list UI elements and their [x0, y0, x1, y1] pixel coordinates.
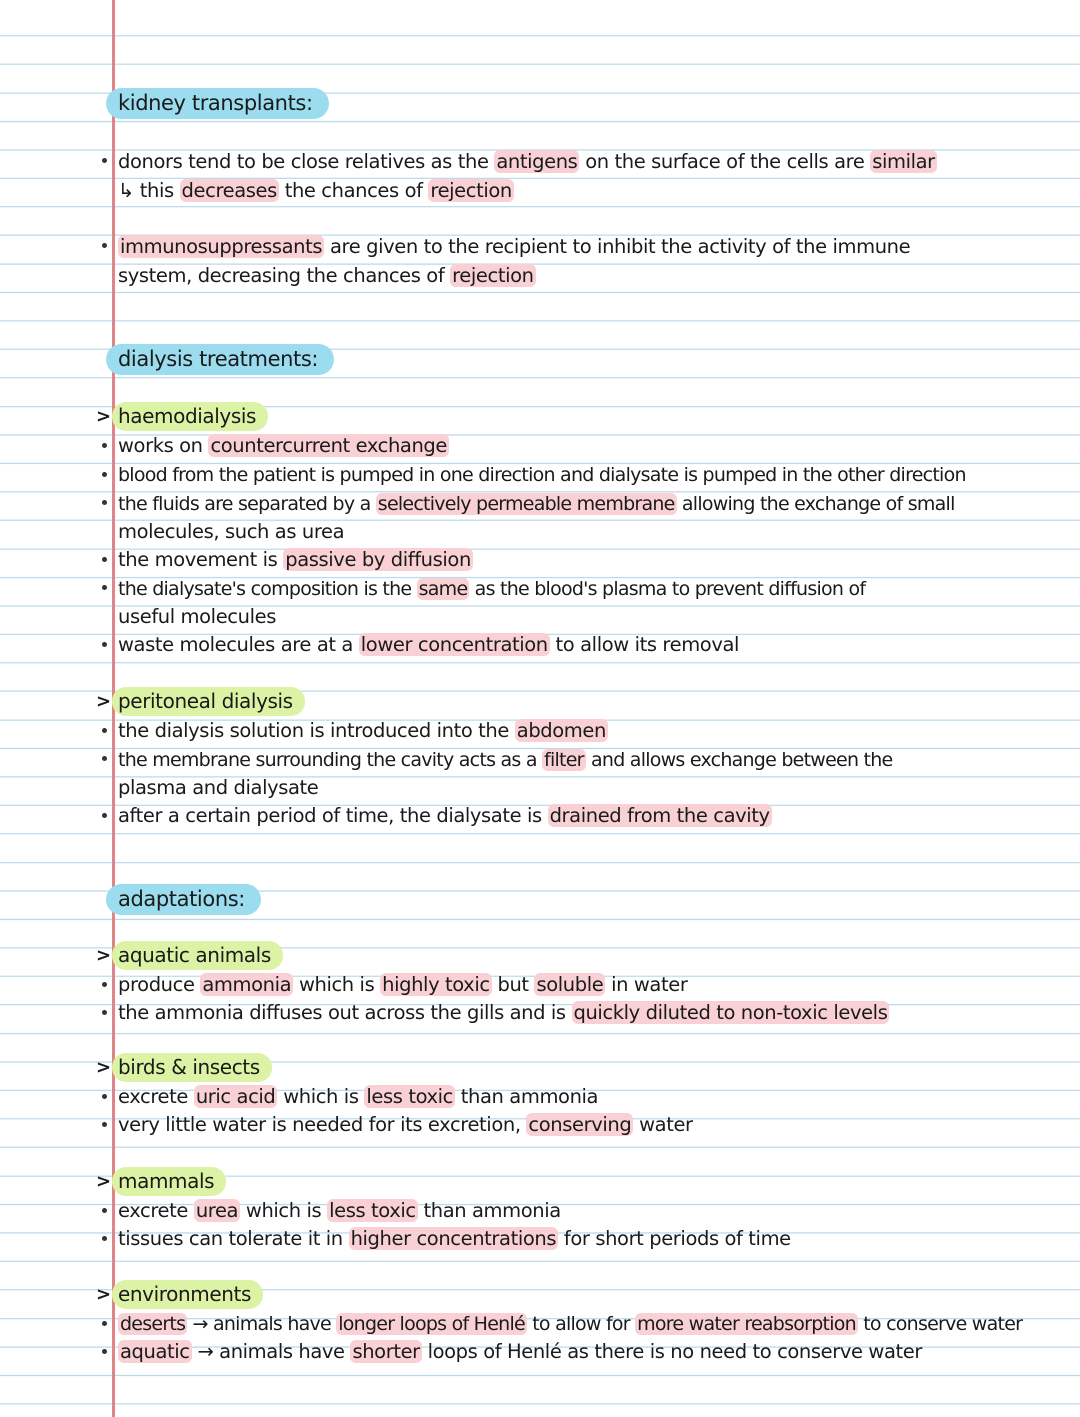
bullet [102, 585, 107, 590]
note-line-fluids: the fluids are separated by a selectively permeable membrane allowing the exchange of small [118, 493, 955, 515]
chevron-right-icon: > [96, 1284, 112, 1305]
note-line-composition-2: useful molecules [118, 605, 276, 628]
chevron-right-icon: > [96, 406, 112, 427]
bullet [102, 158, 107, 163]
note-line-aquatic-env: aquatic → animals have shorter loops of Henlé as there is no need to conserve water [120, 1340, 922, 1363]
note-line-urea: excrete urea which is less toxic than ammonia [118, 1199, 561, 1222]
note-line-produce: produce ammonia which is highly toxic but soluble in water [118, 973, 688, 996]
chevron-right-icon: > [96, 1171, 112, 1192]
subheading-mammals: mammals [112, 1167, 226, 1196]
note-line-membrane: the membrane surrounding the cavity acts as a filter and allows exchange between the [118, 749, 893, 771]
note-line-membrane-2: plasma and dialysate [118, 776, 319, 799]
subheading-environments: environments [112, 1280, 263, 1309]
bullet [102, 1208, 107, 1213]
note-line-composition: the dialysate's composition is the same as the blood's plasma to prevent diffusion of [118, 578, 866, 600]
note-line-after: after a certain period of time, the dialysate is drained from the cavity [118, 804, 770, 827]
note-line-tissues: tissues can tolerate it in higher concentrations for short periods of time [118, 1227, 791, 1250]
bullet [102, 1236, 107, 1241]
bullet [102, 1094, 107, 1099]
bullet [102, 500, 107, 505]
bullet [102, 557, 107, 562]
bullet [102, 443, 107, 448]
chevron-right-icon: > [96, 691, 112, 712]
subheading-peritoneal: peritoneal dialysis [112, 687, 305, 716]
bullet [102, 642, 107, 647]
chevron-right-icon: > [96, 945, 112, 966]
bullet [102, 472, 107, 477]
note-line-movement: the movement is passive by diffusion [118, 548, 471, 571]
note-line-waste: waste molecules are at a lower concentration to allow its removal [118, 633, 740, 656]
subheading-birds-insects: birds & insects [112, 1053, 272, 1082]
note-line-solution: the dialysis solution is introduced into the abdomen [118, 719, 606, 742]
note-line-diffuses: the ammonia diffuses out across the gills and is quickly diluted to non-toxic levels [118, 1001, 888, 1024]
heading-dialysis: dialysis treatments: [106, 344, 334, 375]
subheading-aquatic-animals: aquatic animals [112, 941, 283, 970]
heading-kidney-transplants: kidney transplants: [106, 88, 329, 119]
note-line-water: very little water is needed for its excretion, conserving water [118, 1113, 693, 1136]
bullet [102, 1321, 107, 1326]
note-line-deserts: deserts → animals have longer loops of Henlé to allow for more water reabsorption to conserve water [120, 1313, 1023, 1335]
chevron-right-icon: > [96, 1057, 112, 1078]
note-line-immuno-2: system, decreasing the chances of rejection [118, 264, 534, 287]
bullet [102, 756, 107, 761]
bullet [102, 1010, 107, 1015]
bullet [102, 813, 107, 818]
subheading-haemodialysis: haemodialysis [112, 402, 268, 431]
bullet [102, 1122, 107, 1127]
note-line-blood: blood from the patient is pumped in one direction and dialysate is pumped in the other direction [118, 464, 966, 486]
bullet [102, 1349, 107, 1354]
note-line-uric: excrete uric acid which is less toxic than ammonia [118, 1085, 599, 1108]
bullet [102, 728, 107, 733]
note-line-immuno: immunosuppressants are given to the recipient to inhibit the activity of the immune [120, 235, 911, 258]
note-line-counter: works on countercurrent exchange [118, 434, 447, 457]
bullet [102, 243, 107, 248]
note-line-decrease: ↳ this decreases the chances of rejection [118, 179, 512, 202]
hook-arrow-icon: ↳ [118, 179, 134, 202]
heading-adaptations: adaptations: [106, 884, 261, 915]
note-line-donors: donors tend to be close relatives as the antigens on the surface of the cells are similar [118, 150, 935, 173]
note-line-fluids-2: molecules, such as urea [118, 520, 345, 543]
bullet [102, 982, 107, 987]
